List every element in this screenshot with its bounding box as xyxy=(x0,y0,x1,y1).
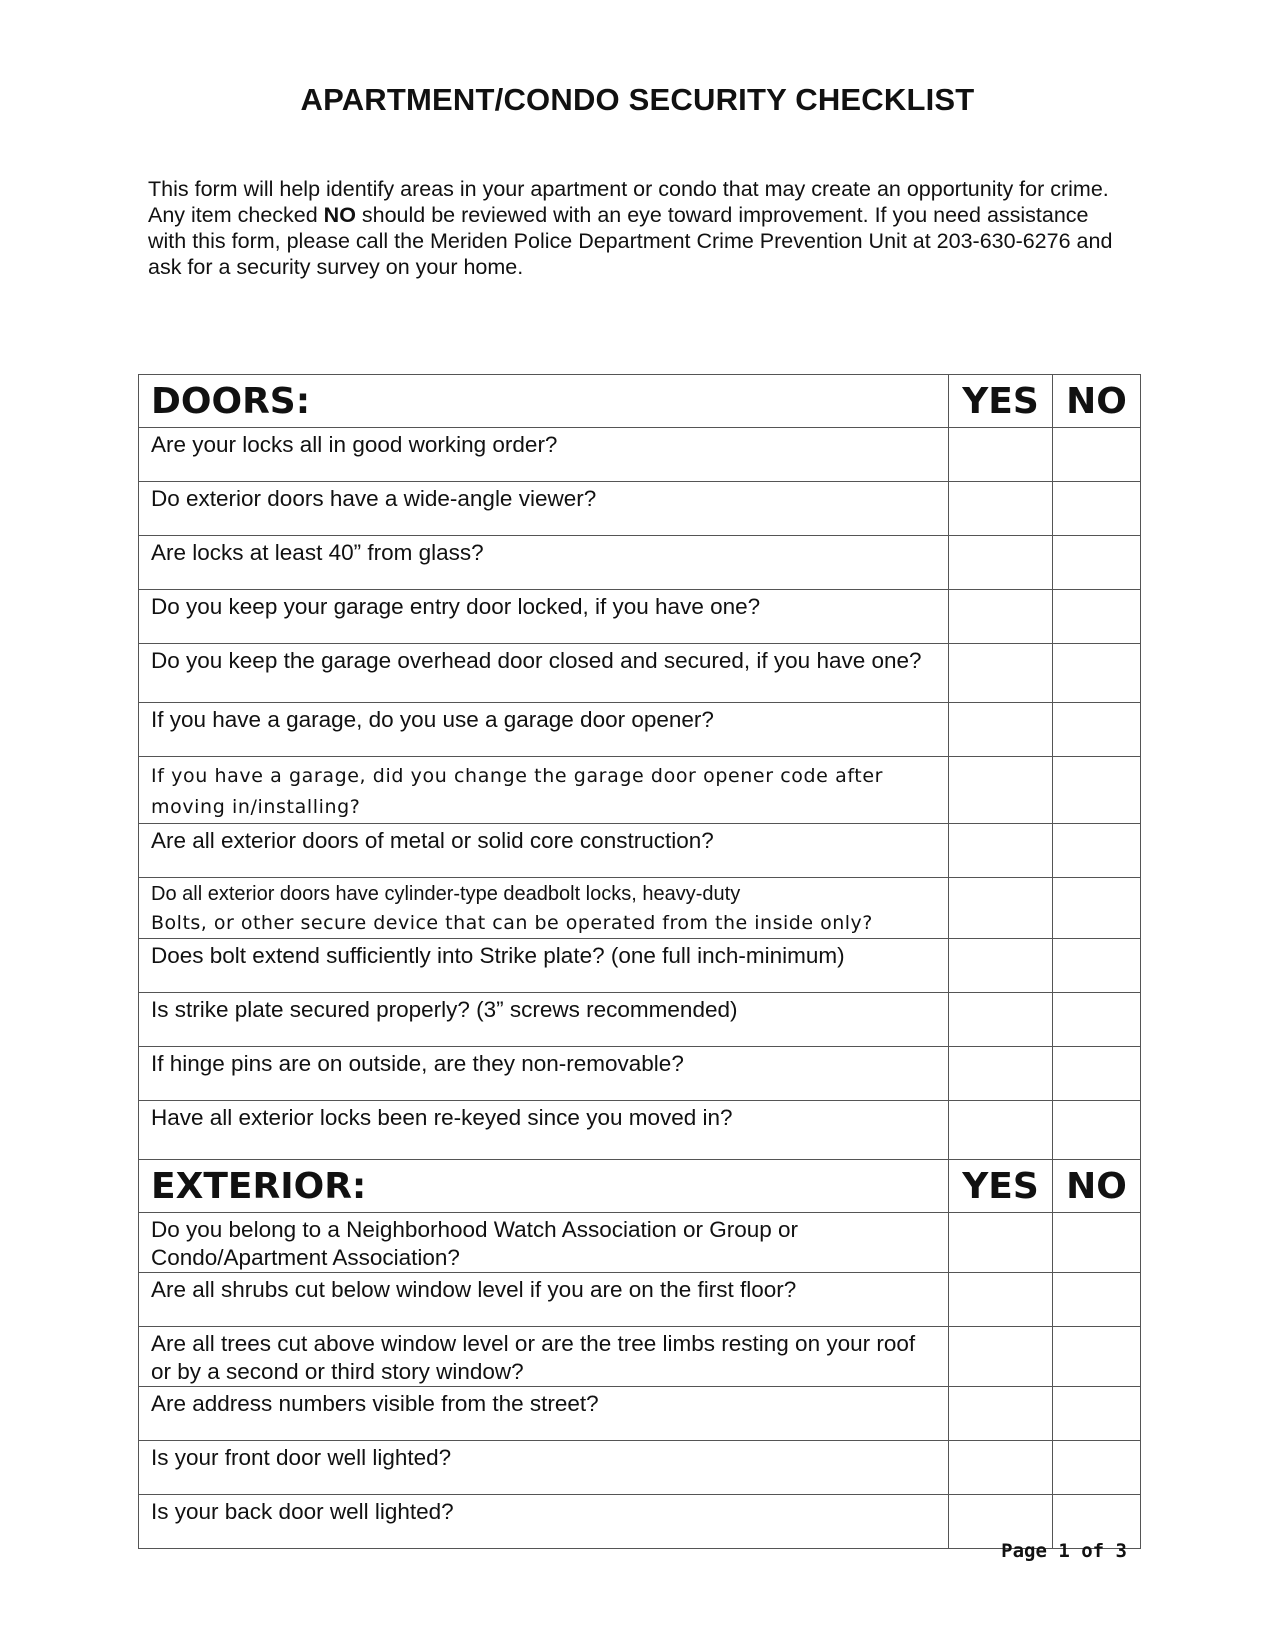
question: Are locks at least 40” from glass? xyxy=(139,536,949,590)
yes-checkbox[interactable] xyxy=(949,428,1053,482)
checklist-row xyxy=(139,1213,1141,1273)
intro-bold-no: NO xyxy=(323,203,356,227)
no-checkbox[interactable] xyxy=(1053,644,1141,703)
yes-checkbox[interactable] xyxy=(949,878,1053,939)
question-line-1: Do all exterior doors have cylinder-type deadbolt locks, heavy-duty xyxy=(151,883,741,905)
question-line-2: Bolts, or other secure device that can be operated from the inside only? xyxy=(151,912,873,934)
page-number: Page 1 of 3 xyxy=(1001,1540,1127,1562)
no-checkbox[interactable] xyxy=(1053,1387,1141,1441)
yes-checkbox[interactable] xyxy=(949,644,1053,703)
question: If hinge pins are on outside, are they non-removable? xyxy=(139,1047,949,1101)
checklist-row xyxy=(139,536,1141,590)
question: If you have a garage, did you change the garage door opener code after moving in/installing? xyxy=(139,757,949,824)
question: Does bolt extend sufficiently into Strike plate? (one full inch-minimum) xyxy=(139,939,949,993)
checklist-row xyxy=(139,703,1141,757)
question: Do exterior doors have a wide-angle viewer? xyxy=(139,482,949,536)
no-checkbox[interactable] xyxy=(1053,482,1141,536)
checklist-row xyxy=(139,1273,1141,1327)
checklist-row xyxy=(139,757,1141,824)
question: Are address numbers visible from the street? xyxy=(139,1387,949,1441)
exterior-section-header xyxy=(139,1160,1141,1213)
exterior-no-header: NO xyxy=(1053,1160,1141,1213)
checklist-row xyxy=(139,1495,1141,1549)
yes-checkbox[interactable] xyxy=(949,536,1053,590)
checklist-row xyxy=(139,993,1141,1047)
question: Is your back door well lighted? xyxy=(139,1495,949,1549)
checklist-row xyxy=(139,482,1141,536)
yes-checkbox[interactable] xyxy=(949,824,1053,878)
yes-checkbox[interactable] xyxy=(949,482,1053,536)
yes-checkbox[interactable] xyxy=(949,757,1053,824)
yes-checkbox[interactable] xyxy=(949,1101,1053,1160)
no-checkbox[interactable] xyxy=(1053,1047,1141,1101)
yes-checkbox[interactable] xyxy=(949,993,1053,1047)
question xyxy=(139,878,949,939)
question: Is strike plate secured properly? (3” screws recommended) xyxy=(139,993,949,1047)
doors-section-header xyxy=(139,375,1141,428)
question: Are all trees cut above window level or are the tree limbs resting on your roof or by a second or third story window? xyxy=(139,1327,949,1387)
no-checkbox[interactable] xyxy=(1053,993,1141,1047)
checklist-row xyxy=(139,939,1141,993)
no-checkbox[interactable] xyxy=(1053,590,1141,644)
checklist-row xyxy=(139,1101,1141,1160)
yes-checkbox[interactable] xyxy=(949,590,1053,644)
no-checkbox[interactable] xyxy=(1053,1213,1141,1273)
no-checkbox[interactable] xyxy=(1053,428,1141,482)
exterior-heading: EXTERIOR: xyxy=(139,1160,949,1213)
yes-checkbox[interactable] xyxy=(949,1213,1053,1273)
checklist-row xyxy=(139,824,1141,878)
no-checkbox[interactable] xyxy=(1053,878,1141,939)
no-checkbox[interactable] xyxy=(1053,824,1141,878)
intro-paragraph xyxy=(148,176,1128,280)
question: Are all exterior doors of metal or solid core construction? xyxy=(139,824,949,878)
doors-yes-header: YES xyxy=(949,375,1053,428)
question: Have all exterior locks been re-keyed since you moved in? xyxy=(139,1101,949,1160)
exterior-yes-header: YES xyxy=(949,1160,1053,1213)
intro-text-1: This form will help identify areas in your apartment or condo that may create an opportunity for crime. Any item checked xyxy=(148,177,1109,227)
no-checkbox[interactable] xyxy=(1053,703,1141,757)
yes-checkbox[interactable] xyxy=(949,1327,1053,1387)
checklist-row xyxy=(139,644,1141,703)
no-checkbox[interactable] xyxy=(1053,1327,1141,1387)
no-checkbox[interactable] xyxy=(1053,1101,1141,1160)
yes-checkbox[interactable] xyxy=(949,1273,1053,1327)
no-checkbox[interactable] xyxy=(1053,939,1141,993)
checklist-row xyxy=(139,590,1141,644)
no-checkbox[interactable] xyxy=(1053,1273,1141,1327)
question: If you have a garage, do you use a garage door opener? xyxy=(139,703,949,757)
checklist-row xyxy=(139,1047,1141,1101)
yes-checkbox[interactable] xyxy=(949,1441,1053,1495)
checklist-row xyxy=(139,878,1141,939)
question: Do you keep your garage entry door locked, if you have one? xyxy=(139,590,949,644)
yes-checkbox[interactable] xyxy=(949,1387,1053,1441)
checklist-row xyxy=(139,1441,1141,1495)
no-checkbox[interactable] xyxy=(1053,757,1141,824)
checklist-row xyxy=(139,1387,1141,1441)
checklist-row xyxy=(139,1327,1141,1387)
question: Is your front door well lighted? xyxy=(139,1441,949,1495)
yes-checkbox[interactable] xyxy=(949,939,1053,993)
no-checkbox[interactable] xyxy=(1053,536,1141,590)
no-checkbox[interactable] xyxy=(1053,1441,1141,1495)
security-checklist-table xyxy=(138,374,1141,1549)
question: Do you keep the garage overhead door closed and secured, if you have one? xyxy=(139,644,949,703)
doors-no-header: NO xyxy=(1053,375,1141,428)
yes-checkbox[interactable] xyxy=(949,703,1053,757)
page-title: APARTMENT/CONDO SECURITY CHECKLIST xyxy=(300,82,975,117)
question: Are all shrubs cut below window level if you are on the first floor? xyxy=(139,1273,949,1327)
intro-text-2: should be reviewed with an eye toward improvement. If you need assistance with this form, please call the Meriden Police Department Crime Prevention Unit at 203-630-6276 and ask for a security survey on your home. xyxy=(148,203,1113,279)
question: Are your locks all in good working order? xyxy=(139,428,949,482)
yes-checkbox[interactable] xyxy=(949,1047,1053,1101)
doors-heading: DOORS: xyxy=(139,375,949,428)
checklist-row xyxy=(139,428,1141,482)
question: Do you belong to a Neighborhood Watch Association or Group or Condo/Apartment Association? xyxy=(139,1213,949,1273)
